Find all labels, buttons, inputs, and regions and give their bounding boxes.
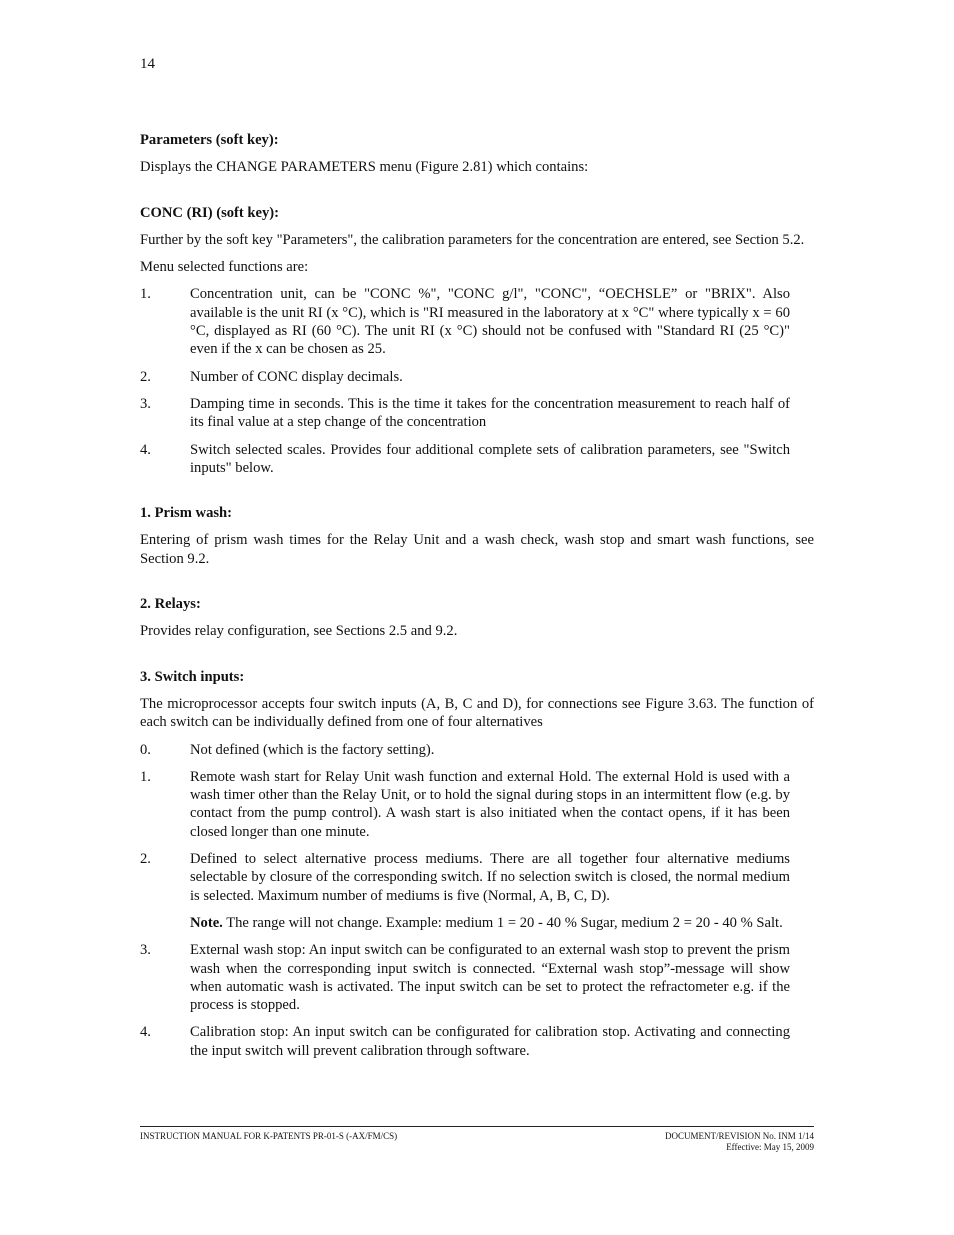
page-number: 14 xyxy=(140,56,155,72)
heading-parameters: Parameters (soft key): xyxy=(140,132,279,148)
list-item-text: Number of CONC display decimals. xyxy=(190,368,403,385)
page-footer xyxy=(140,1126,814,1152)
list-item-text: Switch selected scales. Provides four additional complete sets of calibration parameters, see "Switch inputs" below. xyxy=(190,441,790,476)
list-item-text: Remote wash start for Relay Unit wash function and external Hold. The external Hold is used with a wash timer other than the Relay Unit, or to hold the signal during stops in an intermittent flow (e.g. by contact from the pump control). A wash start is also initiated when the contact opens, if it has been closed longer than one minute. xyxy=(190,768,790,840)
list-item xyxy=(140,850,790,905)
paragraph-relays: Provides relay configuration, see Sections 2.5 and 9.2. xyxy=(140,623,458,640)
list-item-number: 4. xyxy=(140,441,151,458)
heading-conc: CONC (RI) (soft key): xyxy=(140,204,280,221)
paragraph-menu-intro: Menu selected functions are: xyxy=(140,259,309,276)
note-label: Note. xyxy=(190,914,223,931)
list-item-text: Calibration stop: An input switch can be configurated for calibration stop. Activating and connecting the input switch will prevent calibration through software. xyxy=(190,1024,790,1059)
list-item-text: External wash stop: An input switch can be configurated to an external wash stop to prevent the prism wash when the corresponding input switch is connected. “External wash stop”-message will show when automatic wash is activated. The input switch can be set to protect the refractometer e.g. if the process is stopped. xyxy=(190,942,790,1014)
list-item-text: Defined to select alternative process mediums. There are all together four alternative mediums selectable by closure of the corresponding switch. If no selection switch is closed, the normal medium is selected. Maximum number of mediums is five (Normal, A, B, C, D). xyxy=(190,851,790,904)
footer-document-info xyxy=(665,1131,814,1153)
list-item-number: 1. xyxy=(140,286,151,303)
heading-relays: 2. Relays: xyxy=(140,596,201,613)
footer-revision: DOCUMENT/REVISION No. INM 1/14 xyxy=(665,1131,814,1141)
list-item xyxy=(140,368,790,386)
list-item-number: 2. xyxy=(140,368,151,385)
list-item-number: 0. xyxy=(140,741,151,758)
list-item xyxy=(140,1023,790,1060)
list-item-text: Not defined (which is the factory setting). xyxy=(190,741,435,758)
note-paragraph xyxy=(140,914,790,932)
list-item-text: Damping time in seconds. This is the time it takes for the concentration measurement to reach half of its final value at a step change of the concentration xyxy=(190,395,790,431)
footer-effective-date: Effective: May 15, 2009 xyxy=(726,1142,814,1152)
list-item-number: 3. xyxy=(140,942,151,959)
list-item xyxy=(140,285,790,358)
footer-manual-title: INSTRUCTION MANUAL FOR K-PATENTS PR-01-S (-AX/FM/CS) xyxy=(140,1131,398,1141)
heading-prism-wash: 1. Prism wash: xyxy=(140,505,233,522)
list-item-number: 2. xyxy=(140,851,151,868)
list-item xyxy=(140,441,790,478)
list-item xyxy=(140,741,790,759)
list-item-text: Concentration unit, can be "CONC %", "CONC g/l", "CONC", “OECHSLE” or "BRIX". Also available is the unit RI (x °C), which is "RI measured in the laboratory at x °C" where typically x = 60 °C, displayed as RI (60 °C). The unit RI (x °C) should not be confused with "Standard RI (25 °C)" even if the x can be chosen as 25. xyxy=(190,286,790,358)
list-item xyxy=(140,941,790,1014)
list-item xyxy=(140,395,790,432)
list-item-number: 1. xyxy=(140,768,151,785)
page-body xyxy=(140,131,814,1069)
paragraph-prism-wash: Entering of prism wash times for the Relay Unit and a wash check, wash stop and smart wash functions, see Section 9.2. xyxy=(140,532,814,567)
paragraph-parameters: Displays the CHANGE PARAMETERS menu (Figure 2.81) which contains: xyxy=(140,159,589,176)
list-item xyxy=(140,768,790,841)
heading-switch-inputs: 3. Switch inputs: xyxy=(140,668,245,685)
note-text: The range will not change. Example: medium 1 = 20 - 40 % Sugar, medium 2 = 20 - 40 % Salt. xyxy=(222,914,783,931)
list-item-number: 4. xyxy=(140,1024,151,1041)
paragraph-conc: Further by the soft key "Parameters", the calibration parameters for the concentration are entered, see Section 5.2. xyxy=(140,231,805,248)
list-item-number: 3. xyxy=(140,395,151,412)
paragraph-switch-inputs: The microprocessor accepts four switch inputs (A, B, C and D), for connections see Figure 3.63. The function of each switch can be individually defined from one of four alternatives xyxy=(140,695,814,731)
